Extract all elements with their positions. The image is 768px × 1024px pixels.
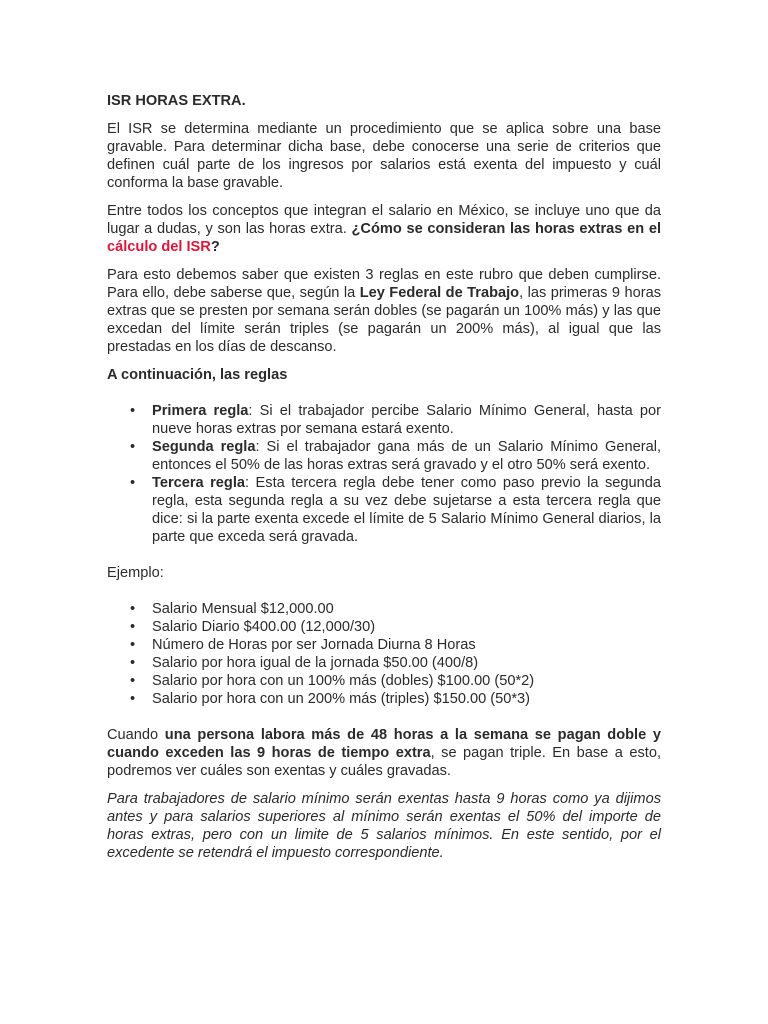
list-item: • Número de Horas por ser Jornada Diurna 8 Horas [152, 636, 661, 654]
list-item: • Salario por hora con un 200% más (triples) $150.00 (50*3) [152, 690, 661, 708]
question-bold-start: ¿Cómo se consideran las horas extras en el [351, 221, 662, 237]
overtime-text-a: Cuando [107, 727, 165, 743]
rule-text: : Esta tercera regla debe tener como paso previo la segunda regla, esta segunda regla a su vez debe sujetarse a esta tercera regla que dice: si la parte exenta excede el límite de 5 Salario Mínimo General diarios, la parte que exceda será gravada. [152, 475, 661, 545]
list-item: • Salario por hora igual de la jornada $50.00 (400/8) [152, 654, 661, 672]
list-item: • Salario por hora con un 100% más (dobles) $100.00 (50*2) [152, 672, 661, 690]
example-label: Ejemplo: [107, 565, 164, 581]
rule-text: : Si el trabajador percibe Salario Mínimo General, hasta por nueve horas extras por semana estará exento. [152, 403, 662, 437]
list-item: • Salario Mensual $12,000.00 [152, 600, 661, 618]
overtime-paragraph [107, 726, 661, 780]
overtime-bold: una persona labora más de 48 horas a la semana se pagan doble y cuando exceden las 9 horas de tiempo extra [107, 727, 661, 761]
rules-intro-text-b: , las primeras 9 horas extras que se presten por semana serán dobles (se pagarán un 100% más) y las que excedan del límite serán triples (se pagarán un 200% más), al igual que las prestadas en los días de descanso. [107, 285, 661, 355]
rule-text: : Si el trabajador gana más de un Salario Mínimo General, entonces el 50% de las horas extras será gravado y el otro 50% será exento. [152, 439, 661, 473]
rules-heading: A continuación, las reglas [107, 367, 288, 383]
closing-paragraph: Para trabajadores de salario mínimo serán exentas hasta 9 horas como ya dijimos antes y para salarios superiores al mínimo serán exentas el 50% del importe de horas extras, pero con un limite de 5 salarios mínimos. En este sentido, por el excedente se retendrá el impuesto correspondiente. [107, 791, 661, 861]
example-list [107, 600, 661, 708]
list-item [152, 474, 661, 546]
rule-name: Tercera regla [152, 475, 246, 491]
rule-name: Primera regla [152, 403, 249, 419]
list-item: • Salario Diario $400.00 (12,000/30) [152, 618, 661, 636]
question-text: Entre todos los conceptos que integran el salario en México, se incluye uno que da lugar a dudas, y son las horas extra. [107, 203, 661, 237]
law-name: Ley Federal de Trabajo [359, 285, 520, 301]
question-paragraph [107, 202, 661, 256]
list-item [152, 402, 661, 438]
rules-list [107, 402, 661, 546]
rule-name: Segunda regla [152, 439, 256, 455]
overtime-text-b: , se pagan triple. En base a esto, podremos ver cuáles son exentas y cuáles gravadas. [107, 745, 661, 779]
rules-intro-paragraph [107, 266, 661, 356]
question-mark: ? [210, 239, 220, 255]
list-item [152, 438, 661, 474]
isr-calculation-link[interactable]: cálculo del ISR [107, 239, 211, 255]
intro-paragraph: El ISR se determina mediante un procedimiento que se aplica sobre una base gravable. Para determinar dicha base, debe conocerse una serie de criterios que definen cuál parte de los ingresos por salarios está exenta del impuesto y cuál conforma la base gravable. [107, 121, 661, 191]
document-title: ISR HORAS EXTRA. [107, 93, 246, 109]
rules-intro-text-a: Para esto debemos saber que existen 3 reglas en este rubro que deben cumplirse. Para ello, debe saberse que, según la [107, 267, 661, 301]
